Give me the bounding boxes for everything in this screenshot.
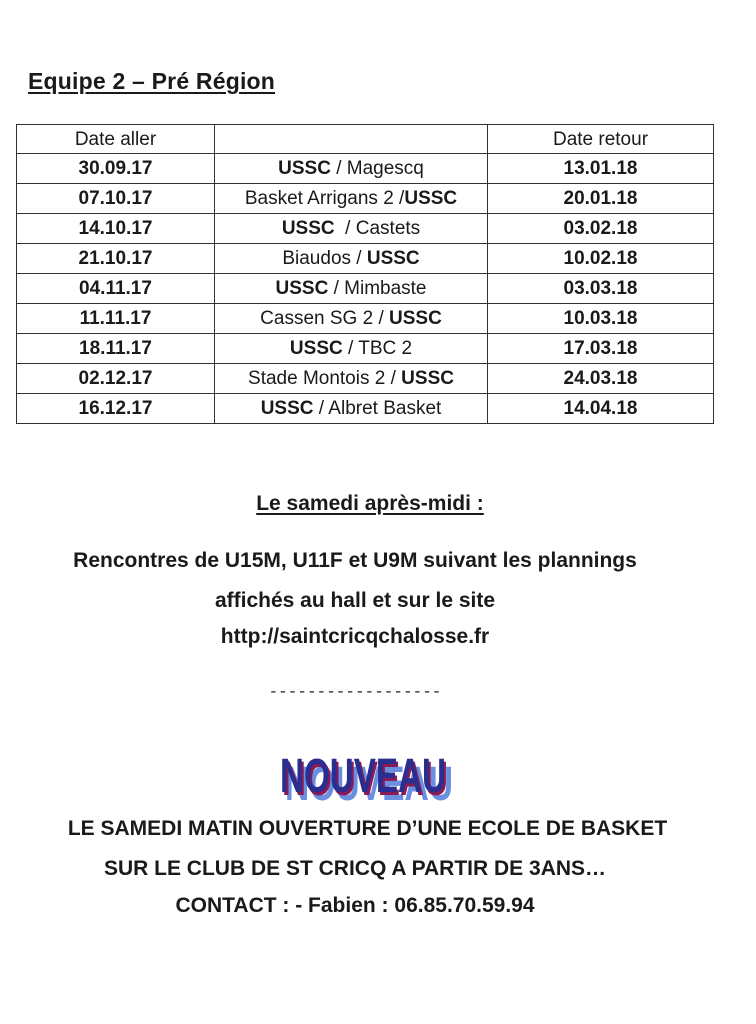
away-team: USSC	[401, 368, 454, 389]
home-team: Stade Montois 2	[248, 368, 386, 389]
nouveau-shadow: NOUVEAU	[285, 758, 453, 811]
match-separator: /	[385, 368, 402, 389]
match-cell	[215, 214, 488, 244]
away-team: USSC	[389, 308, 442, 329]
match-cell	[215, 244, 488, 274]
table-row	[17, 154, 714, 184]
table-row	[17, 364, 714, 394]
date-aller: 14.10.17	[17, 214, 215, 244]
separator: ------------------	[268, 683, 442, 701]
schedule-table	[16, 124, 714, 424]
match-separator: /	[373, 308, 390, 329]
match-separator: /	[393, 188, 405, 209]
home-team: USSC	[275, 278, 329, 299]
match-cell	[215, 184, 488, 214]
table-row	[17, 184, 714, 214]
table-row	[17, 274, 714, 304]
date-retour: 13.01.18	[488, 154, 714, 184]
header-date-aller: Date aller	[17, 125, 215, 154]
date-aller: 16.12.17	[17, 394, 215, 424]
nouveau-depth: NOUVEAU	[282, 753, 448, 806]
home-team: USSC	[281, 218, 335, 239]
announcement-line-2: SUR LE CLUB DE ST CRICQ A PARTIR DE 3ANS…	[103, 857, 607, 880]
date-retour: 10.03.18	[488, 304, 714, 334]
date-aller: 30.09.17	[17, 154, 215, 184]
saturday-heading: Le samedi après-midi :	[256, 492, 484, 515]
home-team: Basket Arrigans 2	[244, 188, 394, 209]
table-row	[17, 244, 714, 274]
home-team: USSC	[289, 338, 343, 359]
match-cell	[215, 274, 488, 304]
nouveau-logo	[270, 736, 460, 811]
match-separator: /	[334, 218, 356, 239]
date-aller: 07.10.17	[17, 184, 215, 214]
table-row	[17, 394, 714, 424]
away-team: Magescq	[346, 158, 424, 179]
away-team: TBC 2	[358, 338, 413, 359]
date-retour: 20.01.18	[488, 184, 714, 214]
saturday-line-1: Rencontres de U15M, U11F et U9M suivant les plannings	[73, 549, 637, 572]
date-retour: 10.02.18	[488, 244, 714, 274]
home-team: Cassen SG 2	[260, 308, 374, 329]
date-aller: 04.11.17	[17, 274, 215, 304]
date-aller: 11.11.17	[17, 304, 215, 334]
date-aller: 21.10.17	[17, 244, 215, 274]
away-team: Castets	[355, 218, 421, 239]
website-url: http://saintcricqchalosse.fr	[220, 625, 490, 648]
page-title: Equipe 2 – Pré Région	[28, 68, 276, 94]
match-separator: /	[351, 248, 367, 269]
table-row	[17, 304, 714, 334]
match-separator: /	[342, 338, 359, 359]
away-team: USSC	[366, 248, 420, 269]
announcement-line-1: LE SAMEDI MATIN OUVERTURE D’UNE ECOLE DE BASKET	[67, 817, 668, 840]
match-cell	[215, 394, 488, 424]
date-retour: 14.04.18	[488, 394, 714, 424]
contact-line: CONTACT : - Fabien : 06.85.70.59.94	[175, 894, 535, 917]
date-retour: 03.03.18	[488, 274, 714, 304]
match-cell	[215, 364, 488, 394]
away-team: USSC	[404, 188, 458, 209]
header-match	[215, 125, 488, 154]
match-cell	[215, 334, 488, 364]
date-retour: 24.03.18	[488, 364, 714, 394]
home-team: USSC	[278, 158, 331, 179]
match-cell	[215, 154, 488, 184]
home-team: USSC	[260, 398, 314, 419]
match-separator: /	[330, 158, 347, 179]
schedule-body	[17, 154, 714, 424]
table-header-row	[17, 125, 714, 154]
match-separator: /	[328, 278, 345, 299]
date-aller: 18.11.17	[17, 334, 215, 364]
nouveau-text: NOUVEAU	[280, 750, 446, 803]
table-row	[17, 334, 714, 364]
away-team: Albret Basket	[328, 398, 442, 419]
date-retour: 17.03.18	[488, 334, 714, 364]
table-row	[17, 214, 714, 244]
match-separator: /	[313, 398, 329, 419]
date-aller: 02.12.17	[17, 364, 215, 394]
match-cell	[215, 304, 488, 334]
home-team: Biaudos	[282, 248, 352, 269]
header-date-retour: Date retour	[488, 125, 714, 154]
date-retour: 03.02.18	[488, 214, 714, 244]
away-team: Mimbaste	[344, 278, 427, 299]
saturday-line-2: affichés au hall et sur le site	[214, 589, 496, 612]
